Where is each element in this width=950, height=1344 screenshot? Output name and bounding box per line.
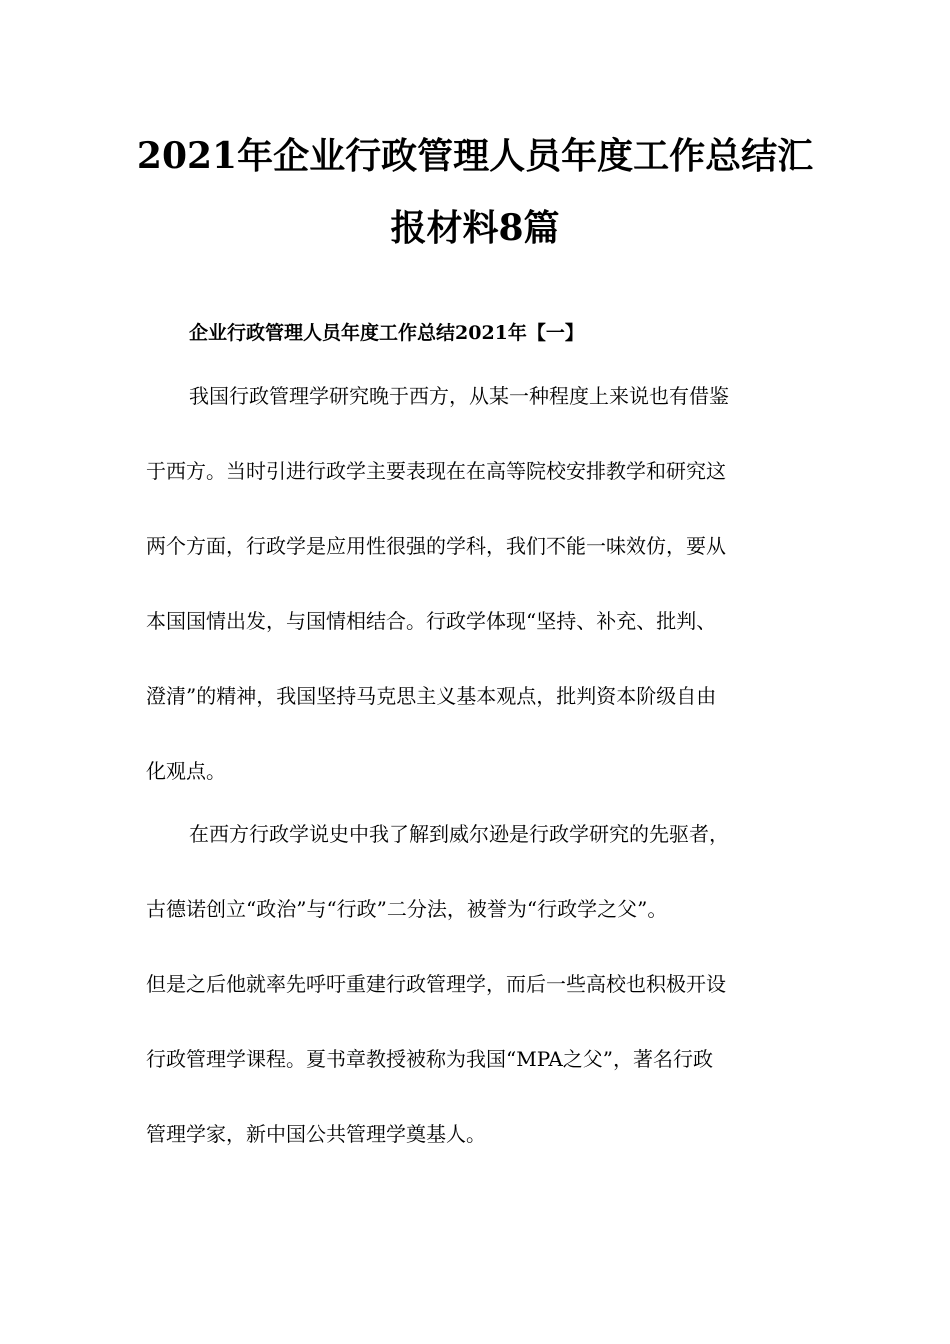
paragraph2-line-3: 但是之后他就率先呼吁重建行政管理学，而后一些高校也积极开设 xyxy=(146,972,726,996)
paragraph1-line-2: 于西方。当时引进行政学主要表现在在高等院校安排教学和研究这 xyxy=(146,459,726,483)
section-heading: 企业行政管理人员年度工作总结2021年【一】 xyxy=(189,322,584,344)
document-title-line-1: 2021年企业行政管理人员年度工作总结汇 xyxy=(136,135,814,177)
paragraph1-line-3: 两个方面，行政学是应用性很强的学科，我们不能一味效仿，要从 xyxy=(146,534,726,558)
paragraph2-line-1: 在西方行政学说史中我了解到威尔逊是行政学研究的先驱者， xyxy=(189,822,729,846)
paragraph1-line-4: 本国国情出发，与国情相结合。行政学体现“坚持、补充、批判、 xyxy=(146,609,717,633)
paragraph2-line-2: 古德诺创立“政治”与“行政”二分法，被誉为“行政学之父”。 xyxy=(146,897,668,921)
paragraph2-line-5: 管理学家，新中国公共管理学奠基人。 xyxy=(146,1122,486,1146)
paragraph2-line-4: 行政管理学课程。夏书章教授被称为我国“MPA之父”，著名行政 xyxy=(146,1047,713,1071)
document-title-line-2: 报材料8篇 xyxy=(390,207,560,249)
paragraph1-line-5: 澄清”的精神，我国坚持马克思主义基本观点，批判资本阶级自由 xyxy=(146,684,717,708)
paragraph1-line-1: 我国行政管理学研究晚于西方，从某一种程度上来说也有借鉴 xyxy=(189,384,729,408)
paragraph1-line-6: 化观点。 xyxy=(146,759,226,783)
